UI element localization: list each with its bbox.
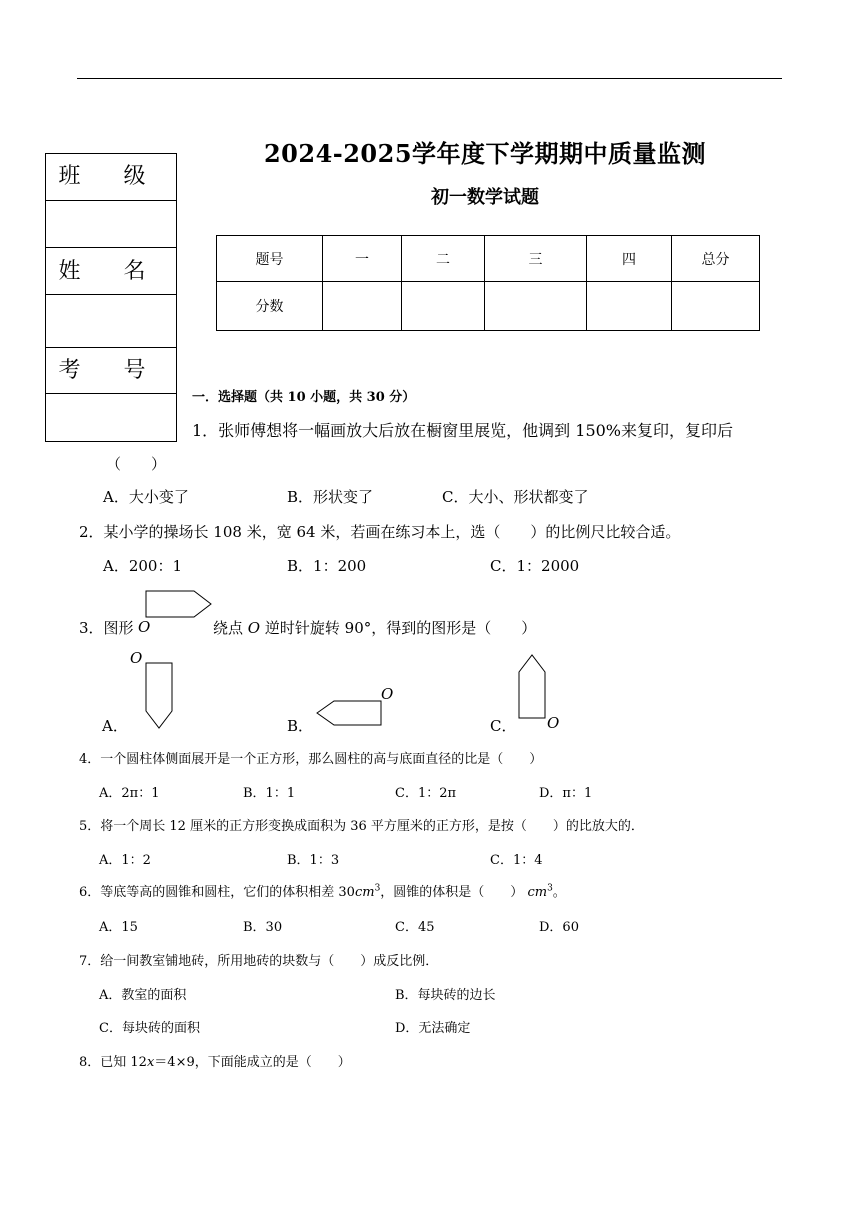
q6-stem: 6．等底等高的圆锥和圆柱，它们的体积相差 $30cm^3$，圆锥的体积是（ ） $cm^3$。 <box>79 883 566 900</box>
class-label: 班 级 <box>58 164 164 189</box>
score-row-label: 分数 <box>217 282 323 331</box>
q1-option-a[interactable]: A．大小变了 <box>103 488 189 506</box>
score-col-4: 四 <box>587 236 672 282</box>
top-rule <box>77 78 782 79</box>
q3-shape-a[interactable] <box>124 648 180 732</box>
q2-option-c[interactable]: C．1：2000 <box>490 557 580 575</box>
section-heading: 一．选择题（共 10 小题，共 30 分） <box>192 390 416 405</box>
q7-option-b[interactable]: B．每块砖的边长 <box>395 988 496 1003</box>
number-label: 考 号 <box>46 347 176 393</box>
exam-title: 2024-2025学年度下学期期中质量监测 <box>263 139 707 168</box>
q3-point-label: O <box>138 618 151 636</box>
q3-option-c[interactable]: C． <box>490 717 517 735</box>
name-field[interactable] <box>46 294 176 347</box>
q5-option-a[interactable]: A．1：2 <box>99 853 151 868</box>
score-cell-total[interactable] <box>672 282 760 331</box>
score-cell[interactable] <box>323 282 402 331</box>
q6-option-a[interactable]: A．15 <box>99 920 138 935</box>
q5-stem: 5．将一个周长 12 厘米的正方形变换成面积为 36 平方厘米的正方形，是按（ ）的比放大的． <box>79 819 644 834</box>
svg-text:O: O <box>381 685 394 703</box>
q7-option-d[interactable]: D．无法确定 <box>395 1021 471 1036</box>
score-cell[interactable] <box>485 282 587 331</box>
q3-suffix: 绕点 O 逆时针旋转 90°，得到的图形是（ ） <box>213 619 537 637</box>
q8-stem: 8．已知 12x＝4×9，下面能成立的是（ ） <box>79 1055 351 1070</box>
q4-stem: 4．一个圆柱体侧面展开是一个正方形，那么圆柱的高与底面直径的比是（ ） <box>79 752 543 767</box>
q4-option-d[interactable]: D．π：1 <box>539 786 593 801</box>
score-col-3: 三 <box>485 236 587 282</box>
q2-option-a[interactable]: A．200：1 <box>103 557 183 575</box>
svg-text:O: O <box>130 649 143 667</box>
number-field[interactable] <box>46 393 176 442</box>
q1-blank: （ ） <box>106 455 167 473</box>
q5-option-b[interactable]: B．1：3 <box>287 853 340 868</box>
q2-stem: 2．某小学的操场长 108 米，宽 64 米，若画在练习本上，选（ ）的比例尺比较合适。 <box>79 523 681 541</box>
q3-prefix: 3．图形 <box>79 619 134 637</box>
q1-stem: 1．张师傅想将一幅画放大后放在橱窗里展览，他调到 150%来复印，复印后 <box>192 421 734 440</box>
q3-shape-b[interactable] <box>314 684 396 730</box>
score-cell[interactable] <box>402 282 485 331</box>
score-col-2: 二 <box>402 236 485 282</box>
score-cell[interactable] <box>587 282 672 331</box>
q4-option-c[interactable]: C．1：2π <box>395 786 457 801</box>
q2-option-b[interactable]: B．1：200 <box>287 557 367 575</box>
q3-option-a[interactable]: A． <box>102 717 128 735</box>
q6-option-c[interactable]: C．45 <box>395 920 435 935</box>
q7-option-c[interactable]: C．每块砖的面积 <box>99 1021 200 1036</box>
score-col-1: 一 <box>323 236 402 282</box>
q3-option-b[interactable]: B． <box>287 717 314 735</box>
q6-option-b[interactable]: B．30 <box>243 920 283 935</box>
q5-option-c[interactable]: C．1：4 <box>490 853 543 868</box>
class-field[interactable] <box>46 200 176 247</box>
q4-option-a[interactable]: A．2π：1 <box>99 786 160 801</box>
q7-option-a[interactable]: A．教室的面积 <box>99 988 187 1003</box>
q1-option-c[interactable]: C．大小、形状都变了 <box>442 488 589 506</box>
q3-original-shape <box>136 588 216 636</box>
score-header-label: 题号 <box>217 236 323 282</box>
score-table <box>216 235 760 331</box>
q6-option-d[interactable]: D．60 <box>539 920 579 935</box>
student-info-box <box>45 153 177 442</box>
name-label: 姓 名 <box>46 247 176 294</box>
q3-shape-c[interactable] <box>514 652 566 732</box>
q1-option-b[interactable]: B．形状变了 <box>287 488 374 506</box>
q7-stem: 7．给一间教室铺地砖，所用地砖的块数与（ ）成反比例． <box>79 954 439 969</box>
exam-subtitle: 初一数学试题 <box>431 187 539 208</box>
q4-option-b[interactable]: B．1：1 <box>243 786 296 801</box>
score-col-total: 总分 <box>672 236 760 282</box>
svg-text:O: O <box>547 714 560 732</box>
